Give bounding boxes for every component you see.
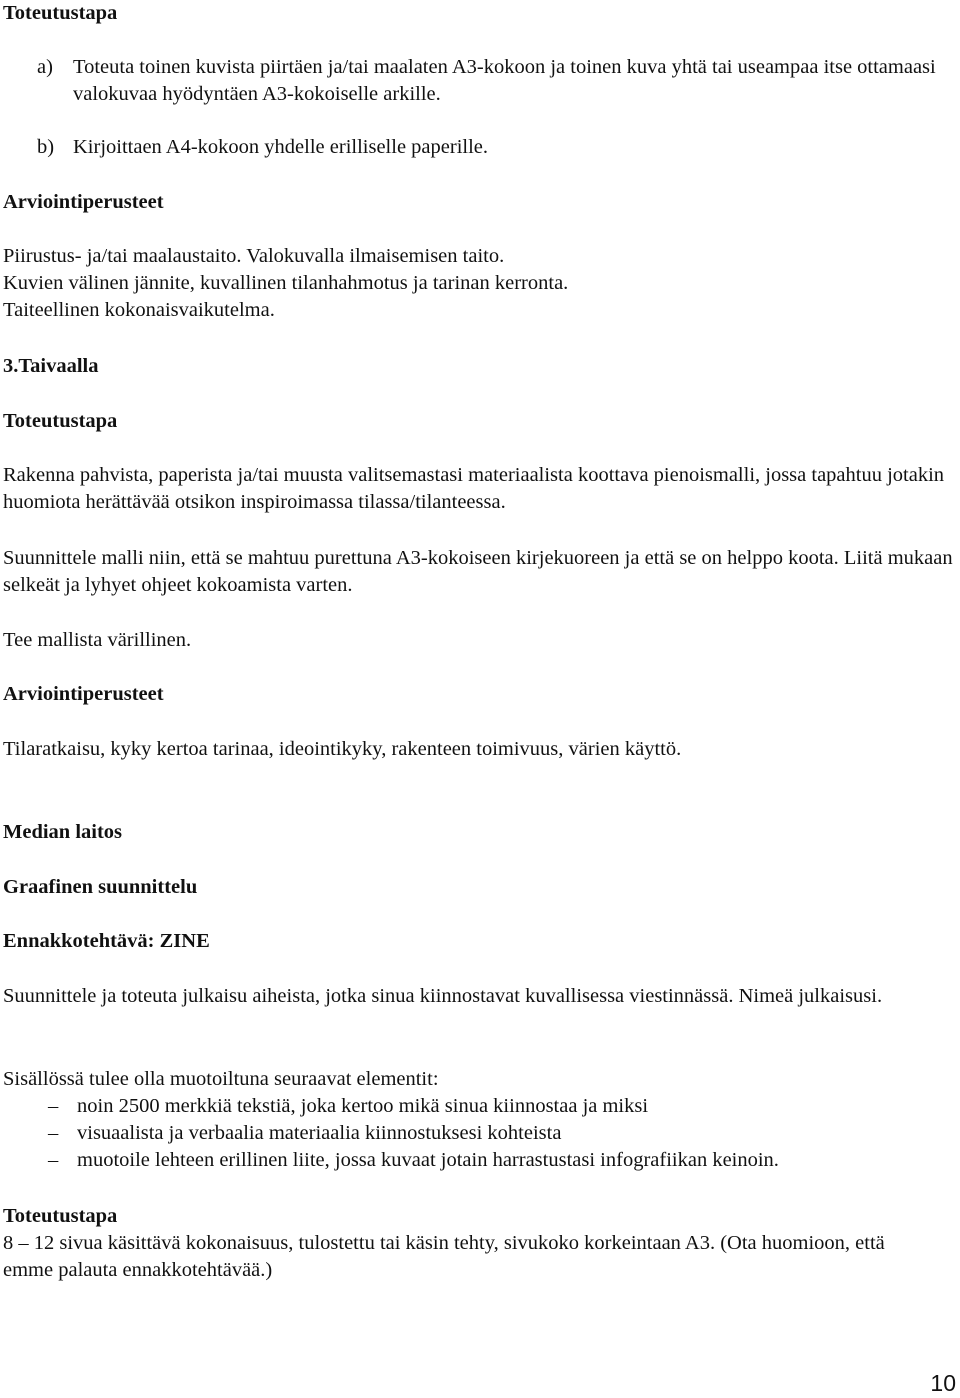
list-item [3,1093,953,1120]
elements-intro: Sisällössä tulee olla muotoiltuna seuraavat elementit: [3,1068,439,1090]
list-item-text: Kirjoittaen A4-kokoon yhdelle erilliselle paperille. [73,136,489,158]
list-item-text: noin 2500 merkkiä tekstiä, joka kertoo mikä sinua kiinnostaa ja miksi [77,1095,649,1117]
dash-marker: – [48,1149,59,1171]
dash-marker: – [48,1095,59,1117]
list-item [3,1120,953,1147]
criteria-line: Taiteellinen kokonaisvaikutelma. [3,299,275,321]
criteria-line: Piirustus- ja/tai maalaustaito. Valokuvalla ilmaisemisen taito. [3,245,505,267]
list-marker: b) [37,136,55,158]
task-heading: Ennakkotehtävä: ZINE [3,930,210,952]
section-heading-arviointiperusteet-2: Arviointiperusteet [3,683,164,705]
criteria-text-2: Tilaratkaisu, kyky kertoa tarinaa, ideointikyky, rakenteen toimivuus, värien käyttö. [3,738,682,760]
list-item-text: muotoile lehteen erillinen liite, jossa kuvaat jotain harrastustasi infografiikan keinoin. [77,1149,779,1171]
dash-marker: – [48,1122,59,1144]
task-options-list [3,54,953,161]
paragraph: Rakenna pahvista, paperista ja/tai muusta valitsemastasi materiaalista koottava pienoismalli, jossa tapahtuu jotakin huomiota herättävää otsikon inspiroimassa tilassa/tilanteessa. [3,464,945,513]
paragraph: Suunnittele malli niin, että se mahtuu purettuna A3-kokoiseen kirjekuoreen ja että se on helppo koota. Liitä mukaan selkeät ja lyhyet ohjeet kokoamista varten. [3,547,953,596]
list-item [3,134,953,161]
final-paragraph: 8 – 12 sivua käsittävä kokonaisuus, tulostettu tai käsin tehty, sivukoko korkeintaan A3. (Ota huomioon, että emme palauta ennakkotehtävää.) [3,1232,885,1281]
elements-list [3,1093,953,1174]
section-heading-toteutustapa-2: Toteutustapa [3,410,118,432]
section-heading-toteutustapa-1: Toteutustapa [3,2,118,24]
paragraph: Tee mallista värillinen. [3,629,192,651]
list-marker: a) [37,56,53,78]
list-item [3,1147,953,1174]
list-item-text: visuaalista ja verbaalia materiaalia kiinnostuksesi kohteista [77,1122,562,1144]
list-item-text: Toteuta toinen kuvista piirtäen ja/tai maalaten A3-kokoon ja toinen kuva yhtä tai useampaa itse ottamaasi valokuvaa hyödyntäen A3-kokoiselle arkille. [73,56,936,105]
program-heading: Graafinen suunnittelu [3,876,198,898]
section-title-taivaalla: 3.Taivaalla [3,355,99,377]
criteria-block-1 [3,243,568,324]
list-item [3,54,953,108]
section-heading-arviointiperusteet-1: Arviointiperusteet [3,191,164,213]
criteria-line: Kuvien välinen jännite, kuvallinen tilanhahmotus ja tarinan kerronta. [3,272,569,294]
department-heading: Median laitos [3,821,123,843]
intro-paragraph: Suunnittele ja toteuta julkaisu aiheista, jotka sinua kiinnostavat kuvallisessa viestinnässä. Nimeä julkaisusi. [3,985,883,1007]
page-number: 10 [930,1370,956,1396]
section-heading-toteutustapa-3: Toteutustapa [3,1205,118,1227]
